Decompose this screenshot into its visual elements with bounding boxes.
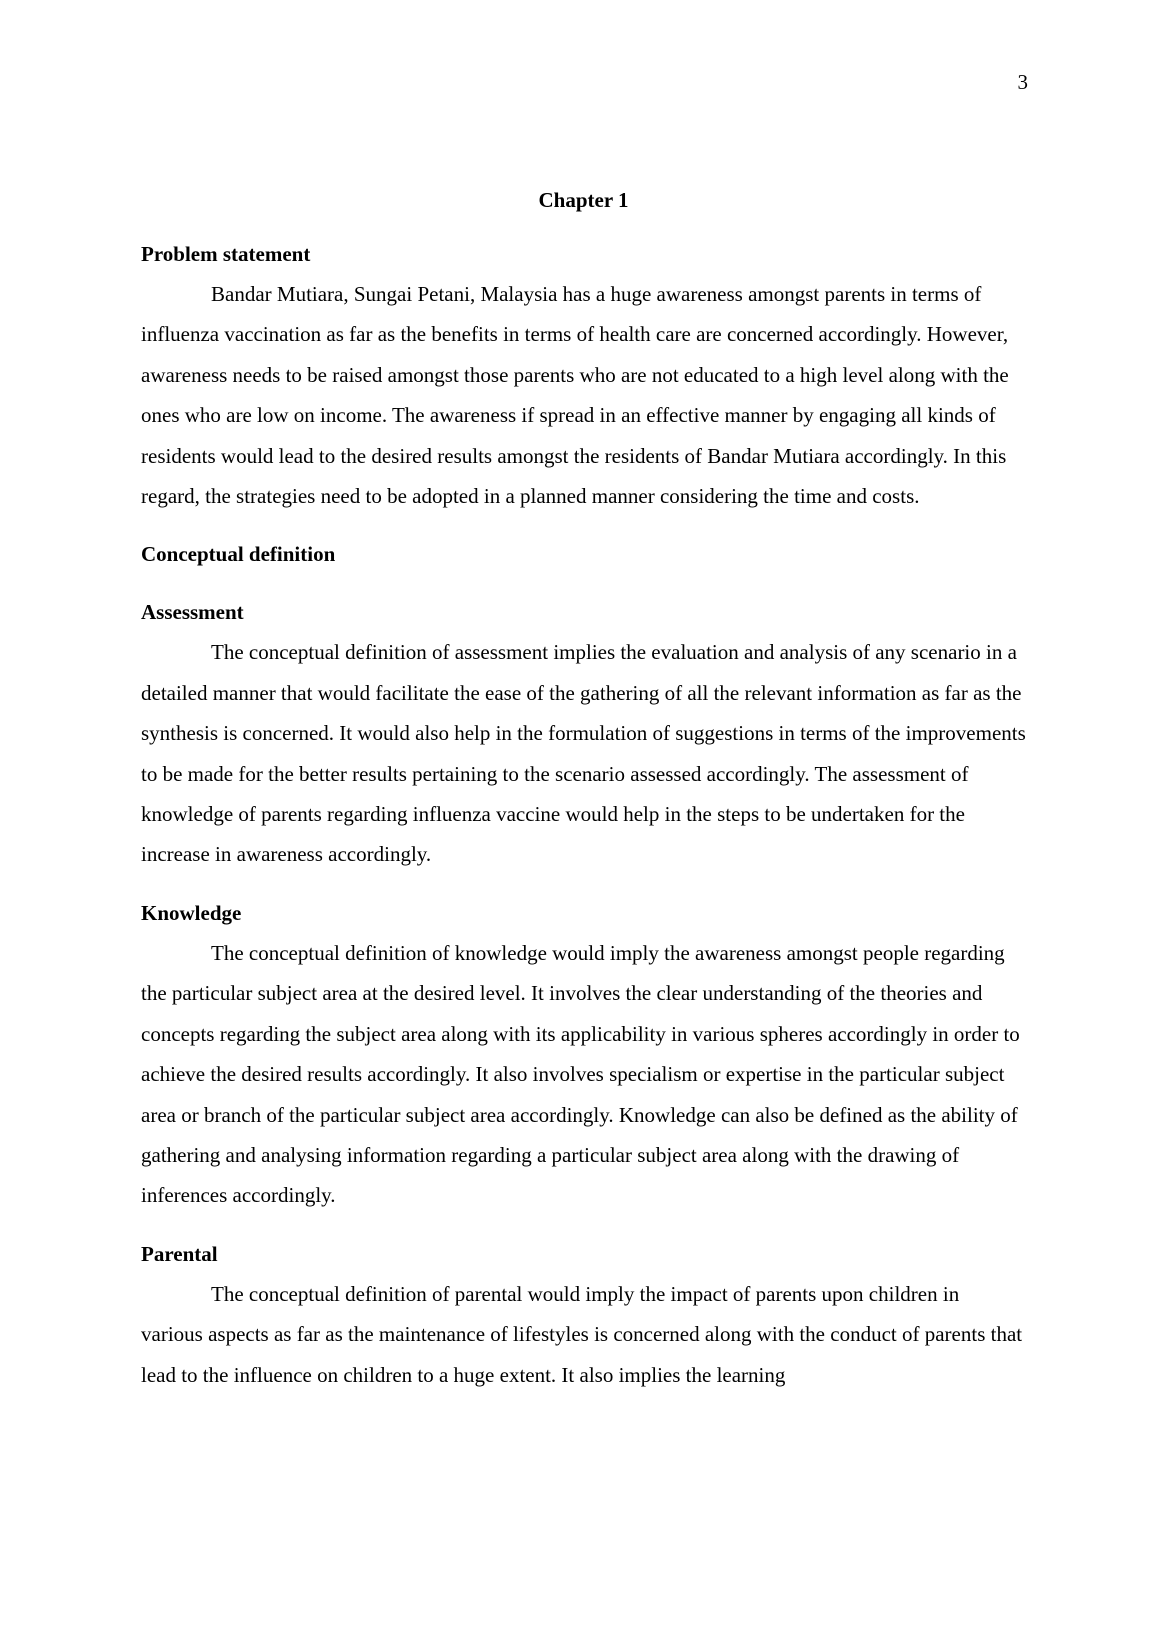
knowledge-heading: Knowledge [141, 900, 242, 925]
knowledge-paragraph: The conceptual definition of knowledge would imply the awareness amongst people regarding the particular subject area at the desired level. It involves the clear understanding of the theories and concepts regarding the subject area along with its applicability in various spheres accordingly in order to achieve the desired results accordingly. It also involves specialism or expertise in the particular subject area or branch of the particular subject area accordingly. Knowledge can also be defined as the ability of gathering and analysing information regarding a particular subject area along with the drawing of inferences accordingly. [141, 940, 1020, 1208]
page-number: 3 [1017, 70, 1028, 94]
document-body [141, 186, 1026, 1395]
conceptual-definition-heading: Conceptual definition [141, 542, 336, 567]
assessment-paragraph: The conceptual definition of assessment implies the evaluation and analysis of any scenario in a detailed manner that would facilitate the ease of the gathering of all the relevant information as far as the synthesis is concerned. It would also help in the formulation of suggestions in terms of the improvements to be made for the better results pertaining to the scenario assessed accordingly. The assessment of knowledge of parents regarding influenza vaccine would help in the steps to be undertaken for the increase in awareness accordingly. [141, 640, 1026, 867]
problem-statement-paragraph: Bandar Mutiara, Sungai Petani, Malaysia has a huge awareness amongst parents in terms of influenza vaccination as far as the benefits in terms of health care are concerned accordingly. However, awareness needs to be raised amongst those parents who are not educated to a high level along with the ones who are low on income. The awareness if spread in an effective manner by engaging all kinds of residents would lead to the desired results amongst the residents of Bandar Mutiara accordingly. In this regard, the strategies need to be adopted in a planned manner considering the time and costs. [141, 282, 1009, 509]
parental-heading: Parental [141, 1241, 218, 1266]
problem-statement-heading: Problem statement [141, 242, 311, 266]
parental-paragraph: The conceptual definition of parental would imply the impact of parents upon children in various aspects as far as the maintenance of lifestyles is concerned along with the conduct of parents that lead to the influence on children to a huge extent. It also implies the learning [141, 1281, 1023, 1387]
assessment-heading: Assessment [141, 600, 244, 625]
chapter-title: Chapter 1 [538, 188, 629, 212]
